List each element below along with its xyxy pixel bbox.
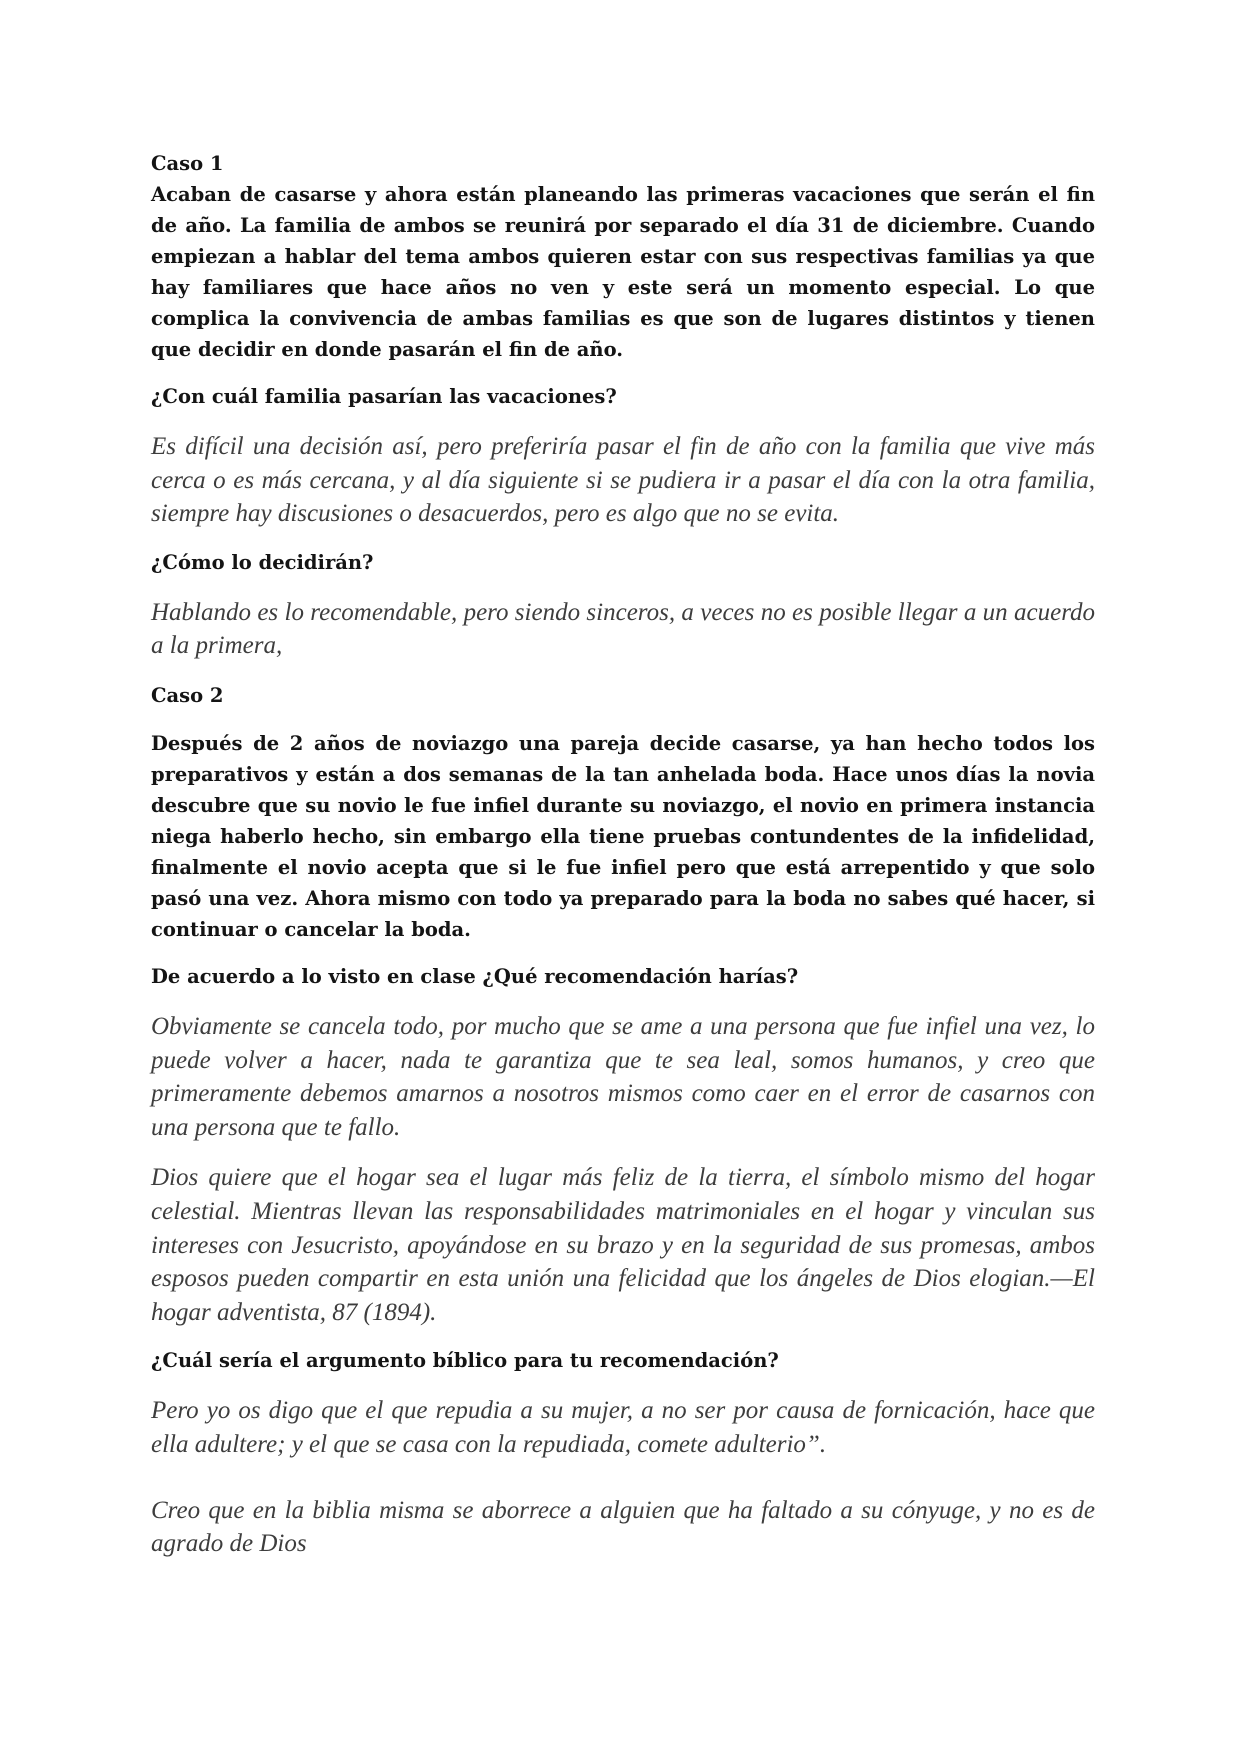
caso2-description: Después de 2 años de noviazgo una pareja decide casarse, ya han hecho todos los preparativos y están a dos semanas de la tan anhelada boda. Hace unos días la novia descubre que su novio le fue infiel durante su noviazgo, el novio en primera instancia niega haberlo hecho, sin embargo ella tiene pruebas contundentes de la infidelidad, finalmente el novio acepta que si le fue infiel pero que está arrepentido y que solo pasó una vez. Ahora mismo con todo ya preparado para la boda no sabes qué hacer, si continuar o cancelar la boda. xyxy=(151,731,1095,941)
caso1-description: Acaban de casarse y ahora están planeando las primeras vacaciones que serán el fin de año. La familia de ambos se reunirá por separado el día 31 de diciembre. Cuando empiezan a hablar del tema ambos quieren estar con sus respectivas familias ya que hay familiares que hace años no ven y este será un momento especial. Lo que complica la convivencia de ambas familias es que son de lugares distintos y tienen que decidir en donde pasarán el fin de año. xyxy=(151,183,1095,361)
caso1-answer-1: Es difícil una decisión así, pero preferiría pasar el fin de año con la familia que vive más cerca o es más cercana, y al día siguiente si se pudiera ir a pasar el día con la otra familia, siempre hay discusiones o desacuerdos, pero es algo que no se evita. xyxy=(151,433,1095,528)
caso2-answer-1-paragraph-2: Dios quiere que el hogar sea el lugar más feliz de la tierra, el símbolo mismo del hogar celestial. Mientras llevan las responsabilidades matrimoniales en el hogar y vinculan sus intereses con Jesucristo, apoyándose en su brazo y en la seguridad de sus promesas, ambos esposos pueden compartir en esta unión una felicidad que los ángeles de Dios elogian.—El hogar adventista, 87 (1894). xyxy=(151,1164,1095,1326)
caso1-title: Caso 1 xyxy=(151,152,224,175)
caso1-answer-2: Hablando es lo recomendable, pero siendo sinceros, a veces no es posible llegar a un acuerdo a la primera, xyxy=(151,598,1095,660)
caso1-question-1: ¿Con cuál familia pasarían las vacaciones? xyxy=(151,385,617,408)
caso2-title: Caso 2 xyxy=(151,683,224,707)
caso2-question-1: De acuerdo a lo visto en clase ¿Qué recomendación harías? xyxy=(151,964,799,988)
caso2-answer-1-paragraph-1: Obviamente se cancela todo, por mucho que se ame a una persona que fue infiel una vez, lo puede volver a hacer, nada te garantiza que te sea leal, somos humanos, y creo que primeramente debemos amarnos a nosotros mismos como caer en el error de casarnos con una persona que te fallo. xyxy=(151,1012,1095,1141)
caso2-answer-2-paragraph-1: Pero yo os digo que el que repudia a su mujer, a no ser por causa de fornicación, hace que ella adultere; y el que se casa con la repudiada, comete adulterio”. xyxy=(151,1397,1095,1458)
caso1-question-2: ¿Cómo lo decidirán? xyxy=(151,550,374,574)
caso2-answer-2-paragraph-2: Creo que en la biblia misma se aborrece a alguien que ha faltado a su cónyuge, y no es de agrado de Dios xyxy=(151,1496,1095,1558)
document-page xyxy=(151,148,1095,1561)
caso2-question-2: ¿Cuál sería el argumento bíblico para tu recomendación? xyxy=(151,1349,779,1373)
